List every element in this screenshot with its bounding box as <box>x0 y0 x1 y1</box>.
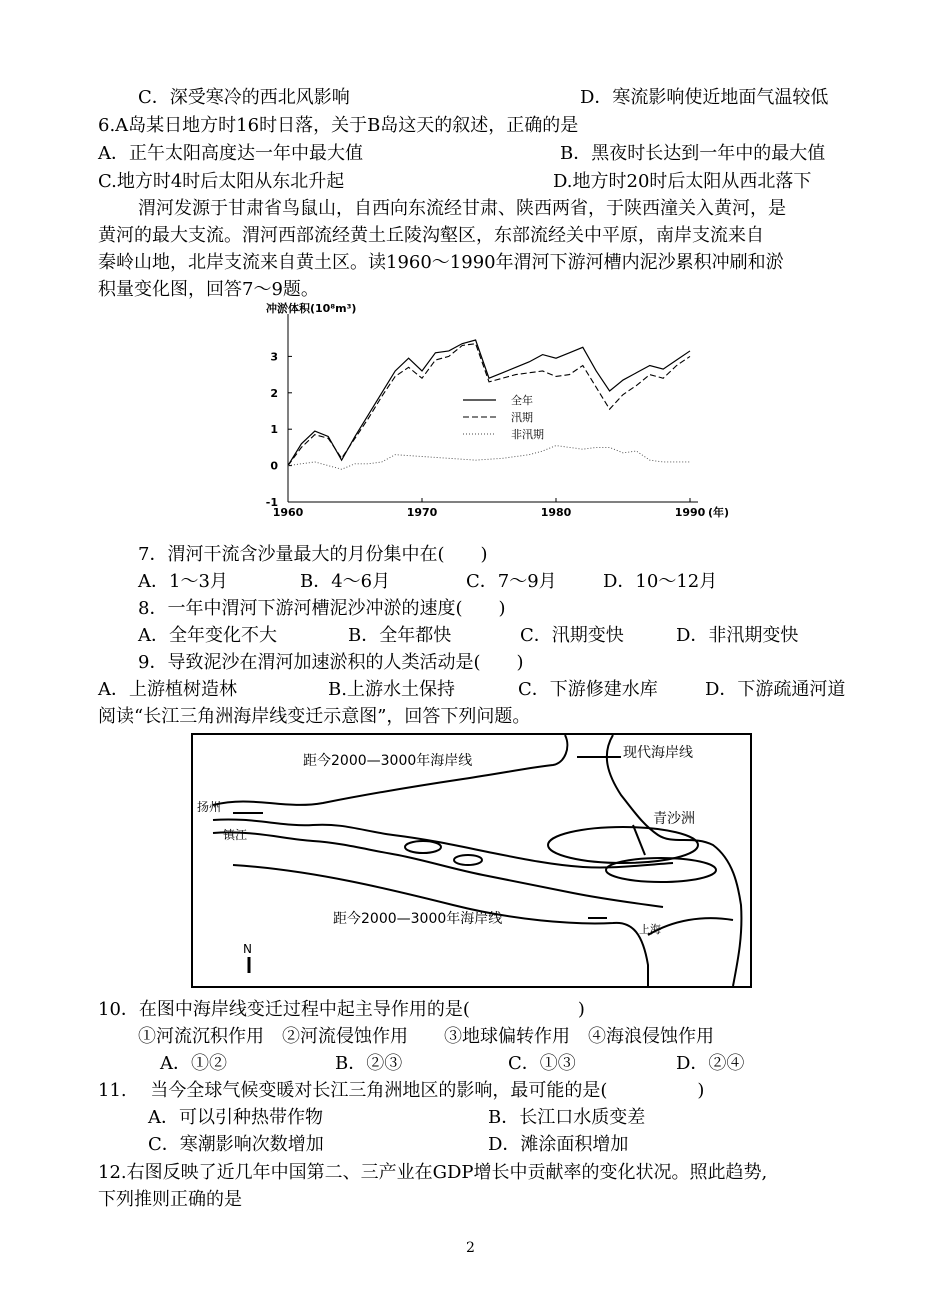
q5-option-c: C．深受寒冷的西北风影响 <box>138 87 350 108</box>
y-tick-label: 2 <box>270 386 278 400</box>
label-ancient-south: 距今2000—3000年海岸线 <box>333 911 503 927</box>
x-tick-label: 1980 <box>540 506 572 519</box>
island-changxing <box>606 858 716 882</box>
ancient-coastline-north <box>213 735 567 805</box>
passage-line-1: 渭河发源于甘肃省鸟鼠山，自西向东流经甘肃、陕西两省，于陕西潼关入黄河，是 <box>138 198 786 219</box>
q6-option-b: B．黑夜时长达到一年中的最大值 <box>560 143 826 164</box>
q9-stem: 9．导致泥沙在渭河加速淤积的人类活动是( ) <box>138 652 524 673</box>
label-qingsha: 青沙洲 <box>653 811 695 827</box>
q8-option-a: A．全年变化不大 <box>138 625 277 646</box>
map-drawing <box>193 735 750 986</box>
north-label: N <box>243 942 252 956</box>
x-tick-label: 1970 <box>406 506 438 519</box>
q10-items: ①河流沉积作用 ②河流侵蚀作用 ③地球偏转作用 ④海浪侵蚀作用 <box>138 1026 714 1047</box>
legend-label-2: 汛期 <box>511 411 533 424</box>
q11-option-a: A．可以引种热带作物 <box>148 1107 323 1128</box>
q6-option-a: A．正午太阳高度达一年中最大值 <box>98 143 363 164</box>
q10-stem: 10．在图中海岸线变迁过程中起主导作用的是( ) <box>98 999 585 1020</box>
qingsha-arrow <box>633 825 645 855</box>
q7-option-b: B．4～6月 <box>300 571 391 592</box>
q9-option-d: D．下游疏通河道 <box>705 679 846 700</box>
q9-option-c: C．下游修建水库 <box>518 679 658 700</box>
y-tick-label: -1 <box>265 496 278 509</box>
q9-option-b: B.上游水土保持 <box>328 679 455 700</box>
q7-stem: 7．渭河干流含沙量最大的月份集中在( ) <box>138 544 488 565</box>
y-tick-label: 1 <box>270 423 278 437</box>
q11-option-b: B．长江口水质变差 <box>488 1107 646 1128</box>
q8-stem: 8．一年中渭河下游河槽泥沙冲淤的速度( ) <box>138 598 506 619</box>
passage-line-4: 积量变化图，回答7～9题。 <box>98 279 319 300</box>
label-shanghai: 上海 <box>639 923 661 936</box>
x-tick-label: 1960 <box>272 506 304 519</box>
q8-option-c: C．汛期变快 <box>520 625 624 646</box>
label-ancient-north: 距今2000—3000年海岸线 <box>303 753 473 769</box>
legend-label-3: 非汛期 <box>511 428 544 441</box>
q10-option-a: A．①② <box>160 1053 227 1074</box>
yangtze-delta-map <box>191 733 752 988</box>
q11-option-c: C．寒潮影响次数增加 <box>148 1134 324 1155</box>
q6-option-d: D.地方时20时后太阳从西北落下 <box>553 171 812 192</box>
q12-stem-line-2: 下列推则正确的是 <box>98 1189 242 1210</box>
page-number: 2 <box>466 1240 475 1256</box>
q12-stem-line-1: 12.右图反映了近几年中国第二、三产业在GDP增长中贡献率的变化状况。照此趋势, <box>98 1162 768 1183</box>
q5-option-d: D．寒流影响使近地面气温较低 <box>580 87 829 108</box>
q8-option-d: D．非汛期变快 <box>676 625 799 646</box>
q7-option-d: D．10～12月 <box>603 571 718 592</box>
y-axis-label: 冲淤体积(10⁸m³) <box>266 302 357 315</box>
q8-option-b: B．全年都快 <box>348 625 452 646</box>
q10-option-c: C．①③ <box>508 1053 576 1074</box>
label-yangzhou: 扬州 <box>197 800 222 814</box>
sediment-chart <box>258 300 738 522</box>
q7-option-c: C．7～9月 <box>466 571 557 592</box>
q9-option-a: A．上游植树造林 <box>98 679 237 700</box>
series-line-1 <box>288 340 690 466</box>
q7-option-a: A．1～3月 <box>138 571 228 592</box>
q6-option-c: C.地方时4时后太阳从东北升起 <box>98 171 345 192</box>
passage-line-2: 黄河的最大支流。渭河西部流经黄土丘陵沟壑区，东部流经关中平原，南岸支流来自 <box>98 225 764 246</box>
island-small-2 <box>454 855 482 865</box>
y-tick-label: 0 <box>270 459 278 473</box>
label-zhenjiang: 镇江 <box>223 828 248 842</box>
label-modern-coast: 现代海岸线 <box>623 745 693 761</box>
q11-option-d: D．滩涂面积增加 <box>488 1134 629 1155</box>
q6-stem: 6.A岛某日地方时16时日落，关于B岛这天的叙述，正确的是 <box>98 115 579 136</box>
legend-label-1: 全年 <box>511 394 533 407</box>
q10-option-d: D．②④ <box>676 1053 745 1074</box>
passage-line-3: 秦岭山地，北岸支流来自黄土区。读1960～1990年渭河下游河槽内泥沙累积冲刷和淤 <box>98 252 784 273</box>
island-small-1 <box>405 841 441 853</box>
x-axis-label: (年) <box>708 506 730 519</box>
passage-2: 阅读“长江三角洲海岸线变迁示意图”，回答下列问题。 <box>98 706 531 727</box>
y-tick-label: 3 <box>270 350 278 364</box>
x-tick-label: 1990 <box>674 506 706 519</box>
q11-stem: 11. 当今全球气候变暖对长江三角洲地区的影响，最可能的是( ) <box>98 1080 705 1101</box>
q10-option-b: B．②③ <box>335 1053 403 1074</box>
